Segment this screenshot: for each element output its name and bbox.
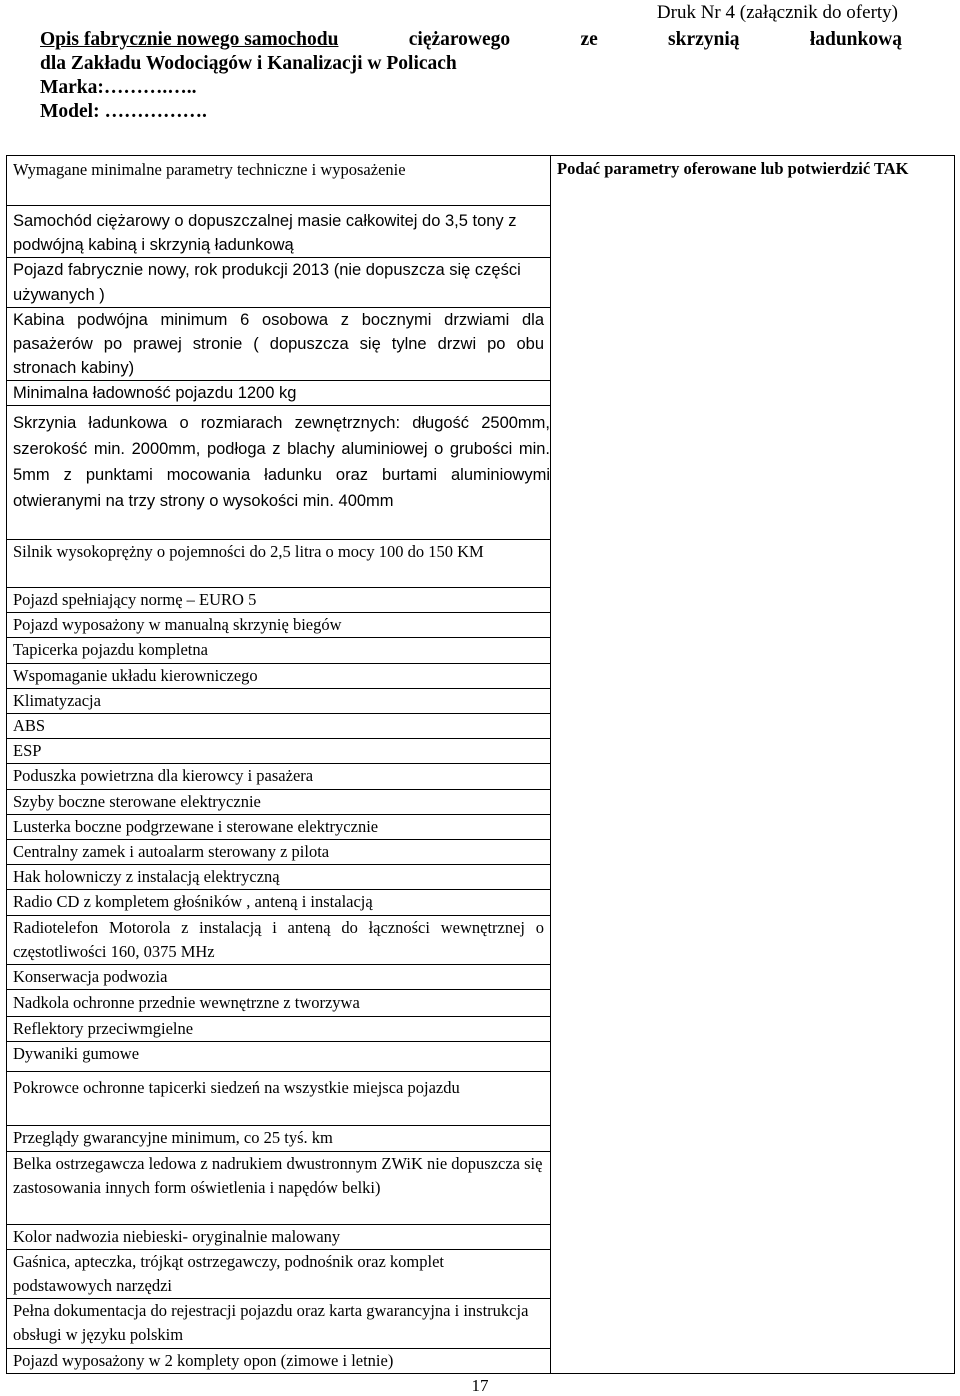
requirement-row: Konserwacja podwozia xyxy=(7,965,551,990)
page-number: 17 xyxy=(471,1376,489,1395)
requirement-row: Dywaniki gumowe xyxy=(7,1042,551,1072)
title-word: skrzynią xyxy=(668,29,740,50)
document-header xyxy=(40,28,902,124)
requirement-row: Kabina podwójna minimum 6 osobowa z bocznymi drzwiami dla pasażerów po prawej stronie ( dopuszcza się tylne drzwi po obu stronach kabiny) xyxy=(7,307,551,380)
document-label: Druk Nr 4 (załącznik do oferty) xyxy=(656,2,898,23)
requirement-row: Tapicerka pojazdu kompletna xyxy=(7,638,551,663)
requirement-row: Nadkola ochronne przednie wewnętrzne z tworzywa xyxy=(7,990,551,1017)
requirement-row: Minimalna ładowność pojazdu 1200 kg xyxy=(7,380,551,405)
requirement-row: Radiotelefon Motorola z instalacją i anteną do łączności wewnętrznej o częstotliwości 160, 0375 MHz xyxy=(7,915,551,964)
requirement-row: Pojazd fabrycznie nowy, rok produkcji 2013 (nie dopuszcza się części używanych ) xyxy=(7,258,551,307)
title-line-1 xyxy=(40,28,902,52)
requirement-row: Radio CD z kompletem głośników , anteną i instalacją xyxy=(7,890,551,915)
requirement-row: Poduszka powietrzna dla kierowcy i pasażera xyxy=(7,764,551,789)
title-word: ładunkową xyxy=(809,29,902,50)
title-line-2: dla Zakładu Wodociągów i Kanalizacji w Policach xyxy=(40,53,457,74)
requirement-row: Przeglądy gwarancyjne minimum, co 25 tyś. km xyxy=(7,1126,551,1151)
title-underlined: Opis fabrycznie nowego samochodu xyxy=(40,29,339,50)
title-word: ciężarowego xyxy=(408,29,511,50)
specification-table xyxy=(6,155,955,1374)
requirement-row: Szyby boczne sterowane elektrycznie xyxy=(7,789,551,814)
requirement-row: Samochód ciężarowy o dopuszczalnej masie całkowitej do 3,5 tony z podwójną kabiną i skrzynią ładunkową xyxy=(7,206,551,258)
requirement-row: Pojazd wyposażony w manualną skrzynię biegów xyxy=(7,613,551,638)
model-field: Model: ……………. xyxy=(40,101,207,122)
requirement-row: Centralny zamek i autoalarm sterowany z pilota xyxy=(7,840,551,865)
requirement-row: ABS xyxy=(7,714,551,739)
marka-field: Marka:……….….. xyxy=(40,77,197,98)
col-header-requirements: Wymagane minimalne parametry techniczne i wyposażenie xyxy=(7,156,551,206)
col-header-offer: Podać parametry oferowane lub potwierdzić TAK xyxy=(551,156,955,406)
requirement-row: Klimatyzacja xyxy=(7,688,551,713)
requirement-row: Skrzynia ładunkowa o rozmiarach zewnętrznych: długość 2500mm, szerokość min. 2000mm, podłoga z blachy aluminiowej o grubości min. 5mm z punktami mocowania ładunku oraz burtami aluminiowymi otwieranymi na trzy strony o wysokości min. 400mm xyxy=(7,406,551,540)
requirement-row: Pełna dokumentacja do rejestracji pojazdu oraz karta gwarancyjna i instrukcja obsługi w języku polskim xyxy=(7,1299,551,1348)
requirement-row: Pokrowce ochronne tapicerki siedzeń na wszystkie miejsca pojazdu xyxy=(7,1072,551,1126)
offer-cell-last[interactable] xyxy=(551,1348,955,1373)
requirement-row: Kolor nadwozia niebieski- oryginalnie malowany xyxy=(7,1224,551,1249)
requirement-row: Gaśnica, apteczka, trójkąt ostrzegawczy, podnośnik oraz komplet podstawowych narzędzi xyxy=(7,1249,551,1298)
requirement-row: Reflektory przeciwmgielne xyxy=(7,1017,551,1042)
requirement-row: ESP xyxy=(7,739,551,764)
requirement-row: Wspomaganie układu kierowniczego xyxy=(7,663,551,688)
requirement-row: Belka ostrzegawcza ledowa z nadrukiem dwustronnym ZWiK nie dopuszcza się zastosowania innych form oświetlenia i napędów belki) xyxy=(7,1151,551,1224)
requirement-row: Pojazd wyposażony w 2 komplety opon (zimowe i letnie) xyxy=(7,1348,551,1373)
title-word: ze xyxy=(580,29,598,50)
requirement-row: Lusterka boczne podgrzewane i sterowane elektrycznie xyxy=(7,814,551,839)
requirement-row: Silnik wysokoprężny o pojemności do 2,5 litra o mocy 100 do 150 KM xyxy=(7,540,551,588)
requirement-row: Hak holowniczy z instalacją elektryczną xyxy=(7,865,551,890)
requirement-row: Pojazd spełniający normę – EURO 5 xyxy=(7,588,551,613)
offer-cell[interactable] xyxy=(551,406,955,1349)
